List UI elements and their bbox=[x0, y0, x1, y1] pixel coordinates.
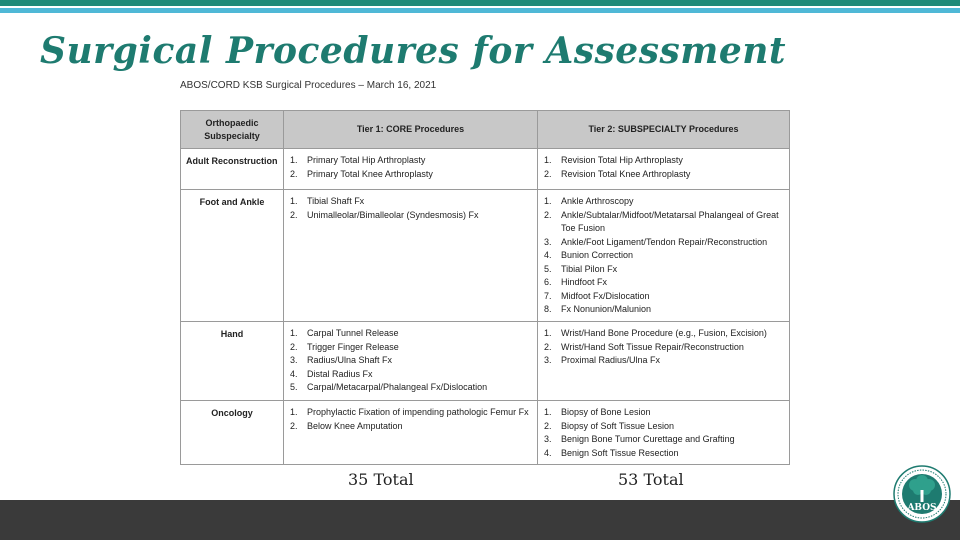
item-number: 2. bbox=[290, 209, 298, 220]
item-text: Bunion Correction bbox=[561, 250, 634, 260]
item-number: 6. bbox=[544, 277, 552, 287]
item-number: 2. bbox=[544, 341, 552, 352]
item-number: 4. bbox=[290, 368, 298, 379]
logo-text: ABOS bbox=[907, 503, 937, 513]
list-item bbox=[290, 406, 531, 420]
item-text: Below Knee Amputation bbox=[307, 420, 403, 431]
tier1-cell bbox=[284, 322, 538, 401]
item-text: Unimalleolar/Bimalleolar (Syndesmosis) Fx bbox=[307, 209, 479, 220]
list-item bbox=[544, 263, 783, 277]
subspecialty-cell: Foot and Ankle bbox=[181, 190, 284, 322]
list-item bbox=[544, 195, 783, 209]
item-text: Fx Nonunion/Malunion bbox=[561, 304, 652, 314]
item-text: Tibial Pilon Fx bbox=[561, 263, 618, 274]
list-item bbox=[544, 341, 783, 355]
list-item bbox=[290, 209, 531, 223]
item-text: Trigger Finger Release bbox=[307, 341, 399, 352]
item-text: Hindfoot Fx bbox=[561, 277, 608, 287]
list-item bbox=[544, 290, 783, 304]
tier1-cell bbox=[284, 190, 538, 322]
item-number: 7. bbox=[544, 290, 552, 301]
header-subspecialty bbox=[181, 111, 284, 149]
item-number: 5. bbox=[544, 263, 552, 274]
item-text: Tibial Shaft Fx bbox=[307, 196, 365, 206]
item-text: Midfoot Fx/Dislocation bbox=[561, 290, 650, 301]
item-number: 2. bbox=[544, 168, 552, 179]
slide-title: Surgical Procedures for Assessment bbox=[40, 30, 787, 72]
item-text: Biopsy of Soft Tissue Lesion bbox=[561, 420, 675, 431]
item-number: 1. bbox=[544, 328, 552, 338]
list-item bbox=[544, 209, 783, 236]
list-item bbox=[544, 420, 783, 434]
list-item bbox=[544, 406, 783, 420]
item-number: 3. bbox=[544, 236, 552, 247]
item-number: 1. bbox=[290, 155, 298, 165]
item-number: 4. bbox=[544, 250, 552, 260]
item-text: Primary Total Knee Arthroplasty bbox=[307, 168, 433, 179]
table-row-foot-and-ankle bbox=[181, 190, 790, 322]
list-item bbox=[290, 354, 531, 368]
list-item bbox=[290, 368, 531, 382]
item-text: Ankle Arthroscopy bbox=[561, 196, 634, 206]
table-row-hand bbox=[181, 322, 790, 401]
item-number: 2. bbox=[290, 341, 298, 352]
item-text: Wrist/Hand Soft Tissue Repair/Reconstruction bbox=[561, 341, 744, 352]
item-text: Benign Bone Tumor Curettage and Grafting bbox=[561, 434, 735, 444]
item-number: 4. bbox=[544, 447, 552, 458]
list-item bbox=[544, 154, 783, 168]
list-item bbox=[544, 276, 783, 290]
header-subspecialty-line2: Subspecialty bbox=[204, 130, 260, 141]
item-number: 2. bbox=[544, 420, 552, 431]
item-text: Radius/Ulna Shaft Fx bbox=[307, 355, 393, 365]
table-header-row bbox=[181, 111, 790, 149]
list-item bbox=[544, 168, 783, 182]
item-text: Carpal Tunnel Release bbox=[307, 328, 399, 338]
item-text: Distal Radius Fx bbox=[307, 368, 373, 379]
tier1-total: 35 Total bbox=[348, 470, 414, 489]
top-accent-bar-light bbox=[0, 8, 960, 13]
tier1-cell bbox=[284, 401, 538, 465]
list-item bbox=[544, 354, 783, 368]
item-number: 2. bbox=[544, 209, 552, 220]
list-item bbox=[290, 420, 531, 434]
tier2-cell bbox=[538, 190, 790, 322]
tier2-total: 53 Total bbox=[618, 470, 684, 489]
list-item bbox=[544, 303, 783, 317]
list-item bbox=[290, 195, 531, 209]
item-number: 5. bbox=[290, 382, 298, 392]
item-number: 2. bbox=[290, 168, 298, 179]
header-tier2: Tier 2: SUBSPECIALTY Procedures bbox=[538, 111, 790, 149]
abos-seal-tree-icon bbox=[893, 465, 951, 523]
list-item bbox=[290, 327, 531, 341]
item-number: 3. bbox=[544, 434, 552, 444]
list-item bbox=[544, 236, 783, 250]
item-number: 2. bbox=[290, 420, 298, 431]
list-item bbox=[290, 381, 531, 395]
item-text: Wrist/Hand Bone Procedure (e.g., Fusion, Excision) bbox=[561, 328, 767, 338]
item-text: Revision Total Hip Arthroplasty bbox=[561, 155, 683, 165]
item-number: 1. bbox=[544, 196, 552, 206]
item-text: Proximal Radius/Ulna Fx bbox=[561, 355, 661, 365]
tier2-cell bbox=[538, 149, 790, 190]
list-item bbox=[290, 341, 531, 355]
tier2-cell bbox=[538, 401, 790, 465]
item-number: 1. bbox=[544, 407, 552, 417]
footer-bar bbox=[0, 500, 960, 540]
item-number: 1. bbox=[544, 155, 552, 165]
table-row-oncology bbox=[181, 401, 790, 465]
list-item bbox=[544, 447, 783, 461]
list-item bbox=[544, 433, 783, 447]
header-tier1: Tier 1: CORE Procedures bbox=[284, 111, 538, 149]
list-item bbox=[290, 168, 531, 182]
item-text: Benign Soft Tissue Resection bbox=[561, 447, 679, 458]
list-item bbox=[544, 249, 783, 263]
header-subspecialty-line1: Orthopaedic bbox=[205, 117, 259, 128]
tier1-cell bbox=[284, 149, 538, 190]
subspecialty-cell: Hand bbox=[181, 322, 284, 401]
item-number: 1. bbox=[290, 407, 298, 417]
table-row-adult-reconstruction bbox=[181, 149, 790, 190]
item-text: Ankle/Subtalar/Midfoot/Metatarsal Phalangeal of Great Toe Fusion bbox=[561, 209, 779, 233]
document-caption: ABOS/CORD KSB Surgical Procedures – March 16, 2021 bbox=[180, 80, 437, 91]
tier2-cell bbox=[538, 322, 790, 401]
top-accent-bar-dark bbox=[0, 0, 960, 6]
item-number: 1. bbox=[290, 196, 298, 206]
list-item bbox=[290, 154, 531, 168]
item-text: Primary Total Hip Arthroplasty bbox=[307, 155, 426, 165]
item-text: Carpal/Metacarpal/Phalangeal Fx/Dislocation bbox=[307, 382, 488, 392]
item-number: 3. bbox=[544, 355, 552, 365]
item-text: Biopsy of Bone Lesion bbox=[561, 407, 651, 417]
item-text: Prophylactic Fixation of impending pathologic Femur Fx bbox=[307, 407, 529, 417]
subspecialty-cell: Oncology bbox=[181, 401, 284, 465]
item-text: Ankle/Foot Ligament/Tendon Repair/Reconstruction bbox=[561, 236, 768, 247]
item-text: Revision Total Knee Arthroplasty bbox=[561, 168, 691, 179]
item-number: 3. bbox=[290, 355, 298, 365]
list-item bbox=[544, 327, 783, 341]
subspecialty-cell: Adult Reconstruction bbox=[181, 149, 284, 190]
procedures-table bbox=[180, 110, 790, 465]
item-number: 8. bbox=[544, 304, 552, 314]
item-number: 1. bbox=[290, 328, 298, 338]
